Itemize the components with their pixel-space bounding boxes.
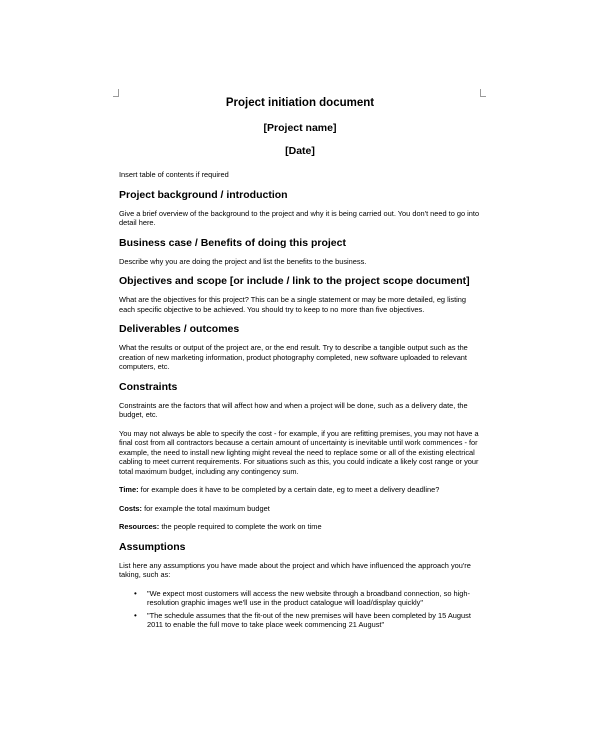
time-text: for example does it have to be completed by a certain date, eg to meet a delivery deadline?: [140, 485, 440, 494]
assumptions-list: [119, 589, 481, 630]
constraint-time: [119, 485, 481, 495]
heading-deliverables: Deliverables / outcomes: [119, 323, 240, 335]
resources-label: Resources:: [119, 522, 160, 531]
heading-background: Project background / introduction: [119, 188, 288, 201]
document-title: Project initiation document: [225, 97, 375, 109]
time-label: Time:: [119, 485, 139, 494]
assumptions-intro: List here any assumptions you have made about the project and which have influenced the approach you're taking, such as:: [119, 560, 471, 579]
deliverables-text: What the results or output of the project are, or the end result. Try to describe a tangible output such as the creation of new marketing information, product photography completed, new software uploaded to relevant computers, etc.: [119, 343, 468, 371]
project-name-placeholder: [Project name]: [263, 122, 337, 134]
document-page: [119, 96, 481, 633]
heading-business-case: Business case / Benefits of doing this project: [119, 236, 346, 249]
constraint-costs: [119, 504, 481, 514]
heading-constraints: Constraints: [119, 380, 178, 393]
objectives-text: What are the objectives for this project? This can be a single statement or may be more detailed, eg listing each specific objective to be achieved. You should try to keep to no more than five objectives.: [119, 295, 466, 314]
date-placeholder: [Date]: [285, 145, 315, 157]
constraint-resources: [119, 522, 481, 532]
list-item: • "The schedule assumes that the fit-out of the new premises will have been completed by 15 August 2011 to enable the full move to take place week commencing 21 August": [147, 611, 481, 630]
toc-note: Insert table of contents if required: [119, 170, 229, 179]
constraints-cost-paragraph: You may not always be able to specify the cost - for example, if you are refitting premises, you may not have a final cost from all contractors because a certain amount of uncertainty is inevitable until work commences - for example, the need to install new lighting might reveal the need to replace some or all of the existing electrical cabling to meet current requirements. For situations such as this, you could indicate a likely cost range or your total maximum budget, including any contingency sum.: [119, 428, 479, 476]
costs-label: Costs:: [119, 503, 142, 513]
heading-objectives: Objectives and scope [or include / link to the project scope document]: [119, 275, 470, 287]
costs-text: for example the total maximum budget: [144, 503, 270, 513]
list-item: • "We expect most customers will access the new website through a broadband connection, so high-resolution graphic images we'll use in the product catalogue will load/display quickly": [147, 589, 481, 608]
heading-assumptions: Assumptions: [119, 540, 186, 553]
resources-text: the people required to complete the work on time: [161, 522, 322, 531]
background-text: Give a brief overview of the background to the project and why it is being carried out. You don't need to go into detail here.: [119, 208, 480, 227]
constraints-intro: Constraints are the factors that will affect how and when a project will be done, such as a delivery date, the budget, etc.: [119, 400, 468, 419]
business-case-text: Describe why you are doing the project and list the benefits to the business.: [119, 256, 367, 266]
